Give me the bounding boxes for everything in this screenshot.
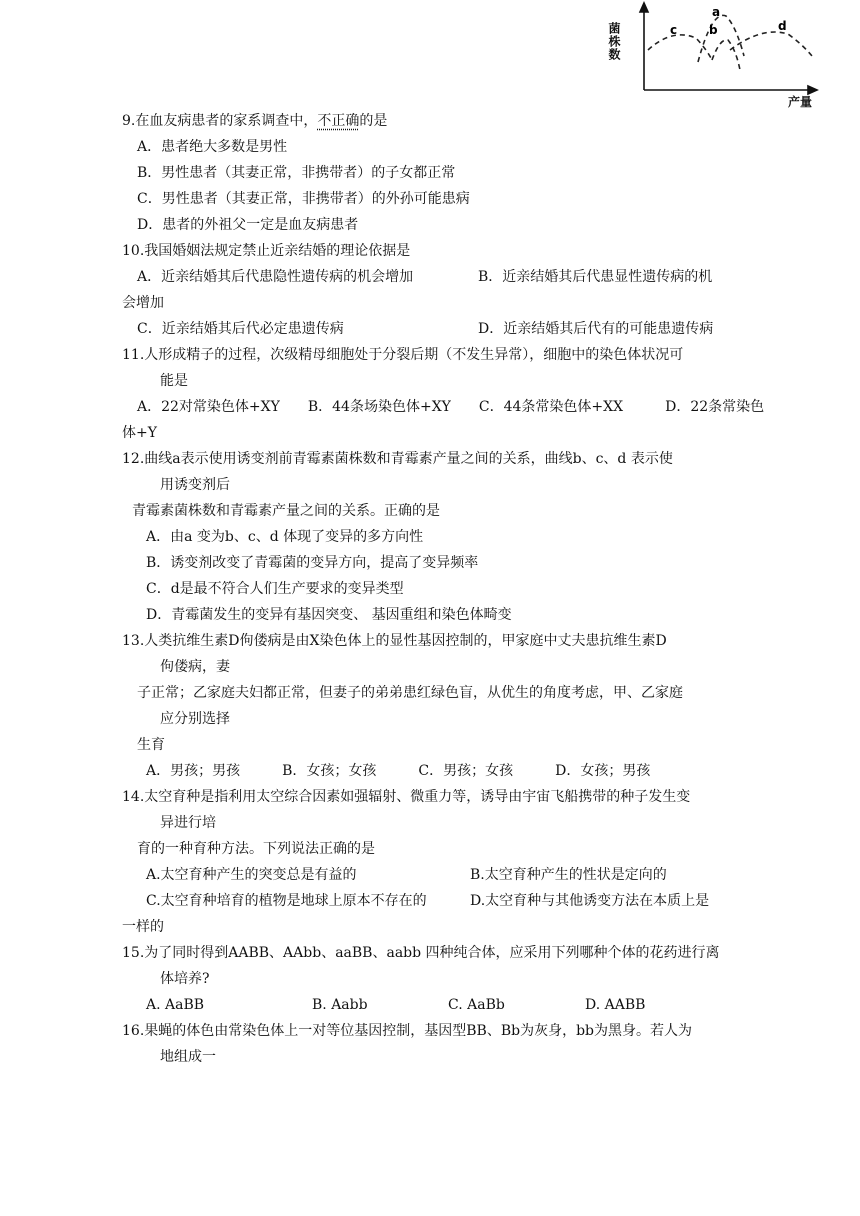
q10-option-c: C．近亲结婚其后代必定患遗传病 — [137, 321, 344, 337]
q14-option-b: B.太空育种产生的性状是定向的 — [470, 867, 667, 883]
q15-stem-cont: 体培养? — [160, 971, 210, 987]
q13-options: A．男孩；男孩 B．女孩；女孩 C．男孩；女孩 D．女孩；男孩 — [146, 763, 651, 779]
q15-option-b: B. Aabb — [312, 997, 368, 1013]
q11-stem-cont: 能是 — [160, 373, 188, 389]
q15-stem: 15.为了同时得到AABB、AAbb、aaBB、aabb 四种纯合体，应采用下列哪种个体的花药进行离 — [122, 945, 720, 961]
q14-option-a: A.太空育种产生的突变总是有益的 — [146, 867, 357, 883]
q13-stem-cont4: 生育 — [137, 737, 165, 753]
q10-stem: 10.我国婚姻法规定禁止近亲结婚的理论依据是 — [122, 243, 411, 259]
q9-option-c: C．男性患者（其妻正常，非携带者）的外孙可能患病 — [137, 191, 470, 207]
curve-label-a: a — [712, 5, 721, 19]
q14-stem-cont: 异进行培 — [160, 815, 216, 831]
q14-option-d: D.太空育种与其他诱变方法在本质上是 — [470, 893, 710, 909]
curve-label-c: c — [670, 23, 678, 37]
q12-stem-cont: 用诱变剂后 — [160, 477, 230, 493]
curve-d — [730, 32, 812, 56]
q14-option-c: C.太空育种培育的植物是地球上原本不存在的 — [146, 893, 427, 909]
q9-option-d: D．患者的外祖父一定是血友病患者 — [137, 217, 359, 233]
q12-option-c: C．d是最不符合人们生产要求的变异类型 — [146, 581, 404, 597]
q9-option-b: B．男性患者（其妻正常，非携带者）的子女都正常 — [137, 165, 456, 181]
curve-a — [698, 15, 744, 62]
q14-stem: 14.太空育种是指利用太空综合因素如强辐射、微重力等，诱导由宇宙飞船携带的种子发生变 — [122, 789, 691, 805]
q12-stem: 12.曲线a表示使用诱变剂前青霉素菌株数和青霉素产量之间的关系，曲线b、c、d 表示使 — [122, 451, 673, 467]
curve-c — [648, 35, 712, 60]
q13-stem-cont: 佝偻病，妻 — [160, 659, 230, 675]
q9-option-a: A．患者绝大多数是男性 — [137, 139, 288, 155]
q11-options: A．22对常染色体+XY B．44条场染色体+XY C．44条常染色体+XX D．22条常染色 — [137, 399, 765, 415]
q11-options-cont: 体+Y — [122, 425, 157, 441]
q10-option-a: A．近亲结婚其后代患隐性遗传病的机会增加 — [137, 269, 414, 285]
curve-label-b: b — [709, 23, 718, 37]
q16-stem-cont: 地组成一 — [160, 1049, 216, 1065]
q13-stem-cont2: 子正常；乙家庭夫妇都正常，但妻子的弟弟患红绿色盲，从优生的角度考虑，甲、乙家庭 — [137, 685, 683, 701]
curve-label-d: d — [778, 19, 787, 33]
q12-option-b: B．诱变剂改变了青霉菌的变异方向，提高了变异频率 — [146, 555, 479, 571]
q12-option-a: A．由a 变为b、c、d 体现了变异的多方向性 — [146, 529, 424, 545]
q14-stem-cont2: 育的一种育种方法。下列说法正确的是 — [137, 841, 375, 857]
axes — [640, 3, 817, 94]
q13-stem: 13.人类抗维生素D佝偻病是由X染色体上的显性基因控制的，甲家庭中丈夫患抗维生素D — [122, 633, 667, 649]
q9-emphasis: 不正确 — [317, 113, 360, 129]
mutation-curve-figure — [607, 0, 822, 115]
q12-option-d: D．青霉菌发生的变异有基因突变、 基因重组和染色体畸变 — [146, 607, 512, 623]
q13-stem-cont3: 应分别选择 — [160, 711, 230, 727]
q12-stem-cont2: 青霉素菌株数和青霉素产量之间的关系。正确的是 — [132, 503, 440, 519]
q14-option-d-cont: 一样的 — [122, 919, 164, 935]
curve-b — [712, 40, 740, 70]
q10-option-b: B．近亲结婚其后代患显性遗传病的机 — [478, 269, 713, 285]
q15-option-c: C. AaBb — [448, 997, 505, 1013]
q10-option-d: D．近亲结婚其后代有的可能患遗传病 — [478, 321, 714, 337]
y-axis-label: 菌株数 — [607, 22, 621, 61]
q11-stem: 11.人形成精子的过程，次级精母细胞处于分裂后期（不发生异常），细胞中的染色体状况可 — [122, 347, 684, 363]
q16-stem: 16.果蝇的体色由常染色体上一对等位基因控制，基因型BB、Bb为灰身，bb为黑身。若人为 — [122, 1023, 693, 1039]
q15-option-a: A. AaBB — [146, 997, 205, 1013]
x-axis-label: 产量 — [788, 95, 813, 109]
q9-stem-end: 的是 — [359, 113, 388, 129]
q15-option-d: D. AABB — [585, 997, 646, 1013]
q9-stem — [122, 112, 387, 130]
q9-stem-text: 9.在血友病患者的家系调查中， — [122, 113, 318, 129]
q10-option-b-cont: 会增加 — [122, 295, 164, 311]
